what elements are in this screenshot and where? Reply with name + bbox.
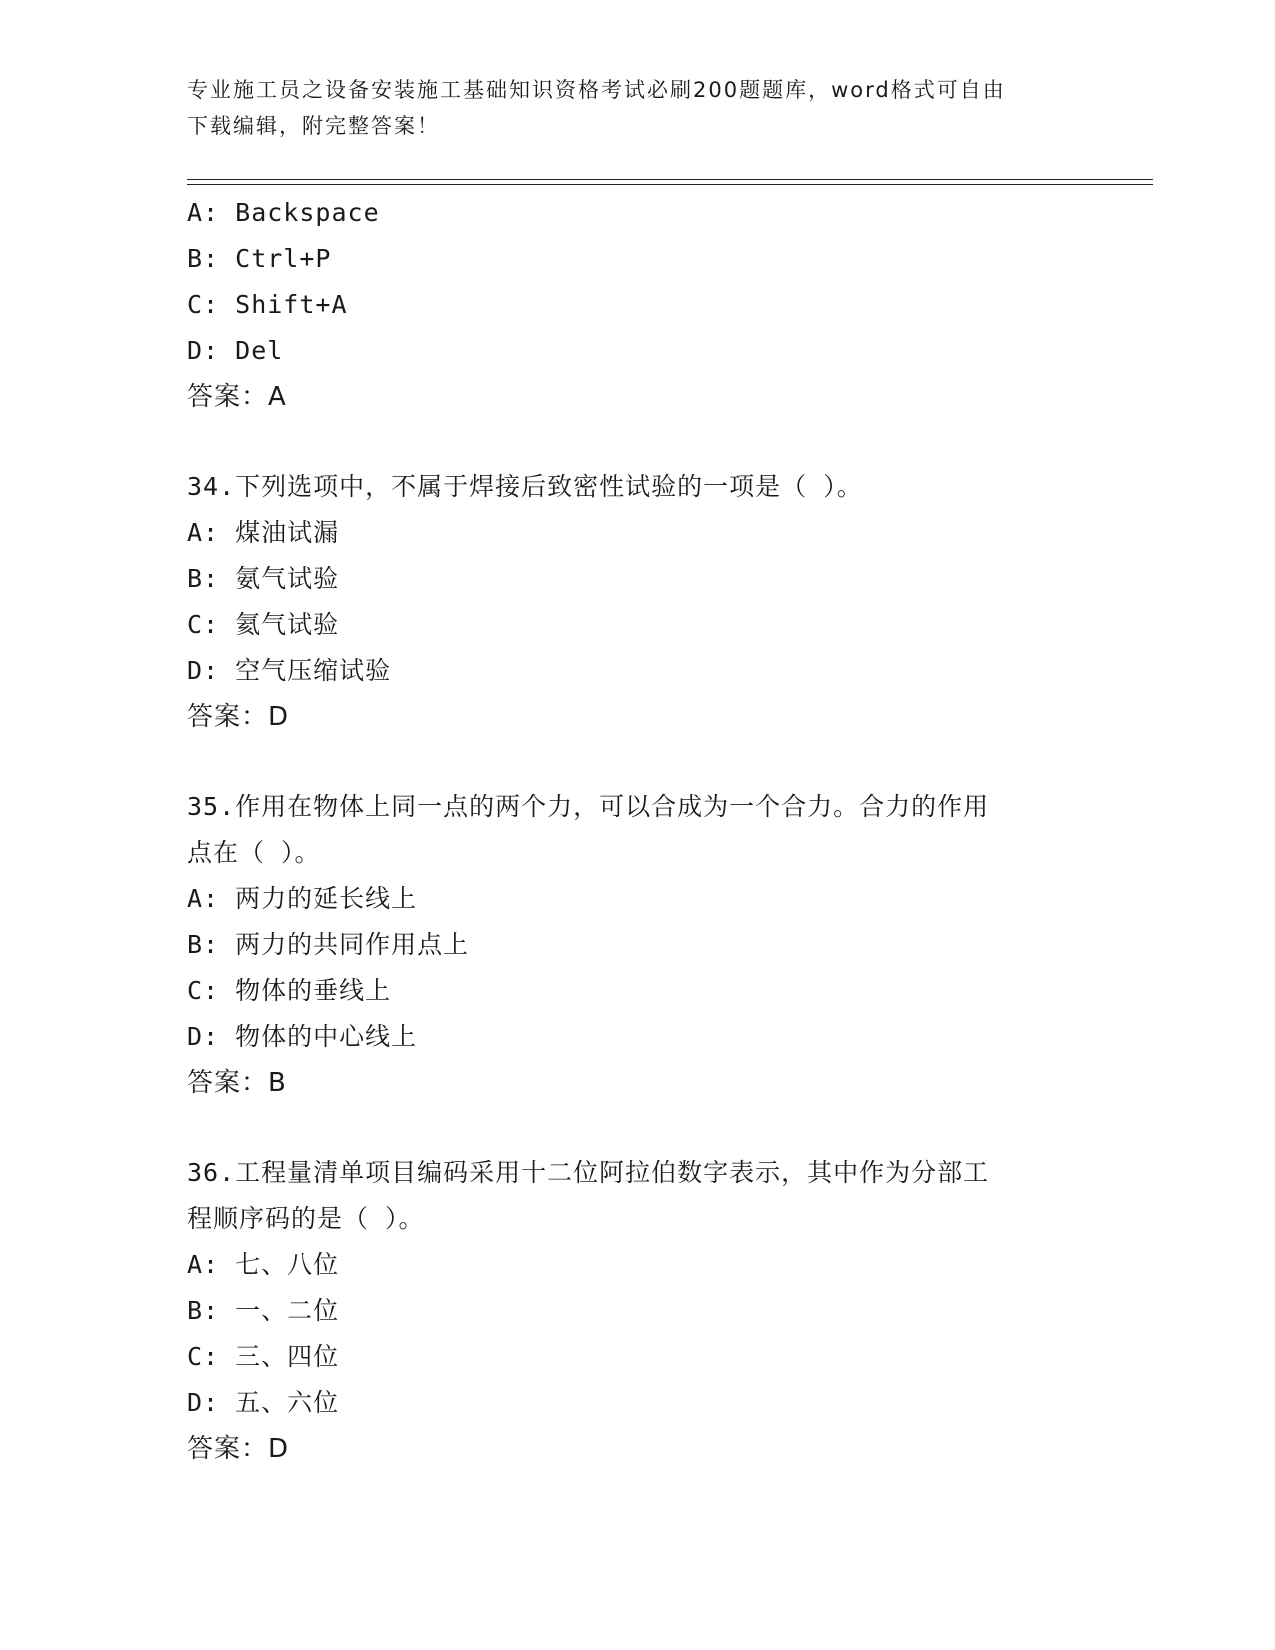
option-a: A: 七、八位: [187, 1250, 340, 1279]
answer-label: 答案：D: [187, 702, 290, 732]
question-list: [187, 190, 1087, 1472]
question-block-33: [187, 190, 1087, 420]
question-text: 36.工程量清单项目编码采用十二位阿拉伯数字表示，其中作为分部工: [187, 1158, 990, 1187]
answer-label: 答案：A: [187, 382, 287, 412]
option-d: D: 空气压缩试验: [187, 656, 392, 685]
option-b: B: 一、二位: [187, 1296, 340, 1325]
option-c: C: 三、四位: [187, 1342, 340, 1371]
option-d: D: 五、六位: [187, 1388, 340, 1417]
header-title-line-1: 专业施工员之设备安装施工基础知识资格考试必刷200题题库，word格式可自由: [187, 78, 1006, 102]
option-a: A: 煤油试漏: [187, 518, 340, 547]
question-text-continued: 程顺序码的是（ ）。: [187, 1204, 425, 1233]
option-a: A: 两力的延长线上: [187, 884, 418, 913]
option-c: C: 物体的垂线上: [187, 976, 392, 1005]
option-d: D: Del: [187, 336, 284, 365]
question-text: 34.下列选项中，不属于焊接后致密性试验的一项是（ ）。: [187, 472, 863, 501]
option-b: B: Ctrl+P: [187, 244, 332, 273]
question-block-36: [187, 1150, 1087, 1472]
document-header: [187, 72, 1067, 144]
question-text-continued: 点在（ ）。: [187, 838, 321, 867]
option-d: D: 物体的中心线上: [187, 1022, 418, 1051]
answer-label: 答案：D: [187, 1434, 290, 1464]
option-c: C: 氦气试验: [187, 610, 340, 639]
spacer: [187, 740, 1087, 784]
header-divider-top: [187, 179, 1153, 180]
question-block-34: [187, 464, 1087, 740]
option-c: C: Shift+A: [187, 290, 348, 319]
header-divider-bottom: [187, 184, 1153, 185]
question-text: 35.作用在物体上同一点的两个力，可以合成为一个合力。合力的作用: [187, 792, 990, 821]
option-b: B: 两力的共同作用点上: [187, 930, 470, 959]
header-title-line-2: 下载编辑，附完整答案！: [187, 114, 440, 138]
question-block-35: [187, 784, 1087, 1106]
spacer: [187, 420, 1087, 464]
option-b: B: 氨气试验: [187, 564, 340, 593]
spacer: [187, 1106, 1087, 1150]
answer-label: 答案：B: [187, 1068, 287, 1098]
option-a: A: Backspace: [187, 198, 380, 227]
